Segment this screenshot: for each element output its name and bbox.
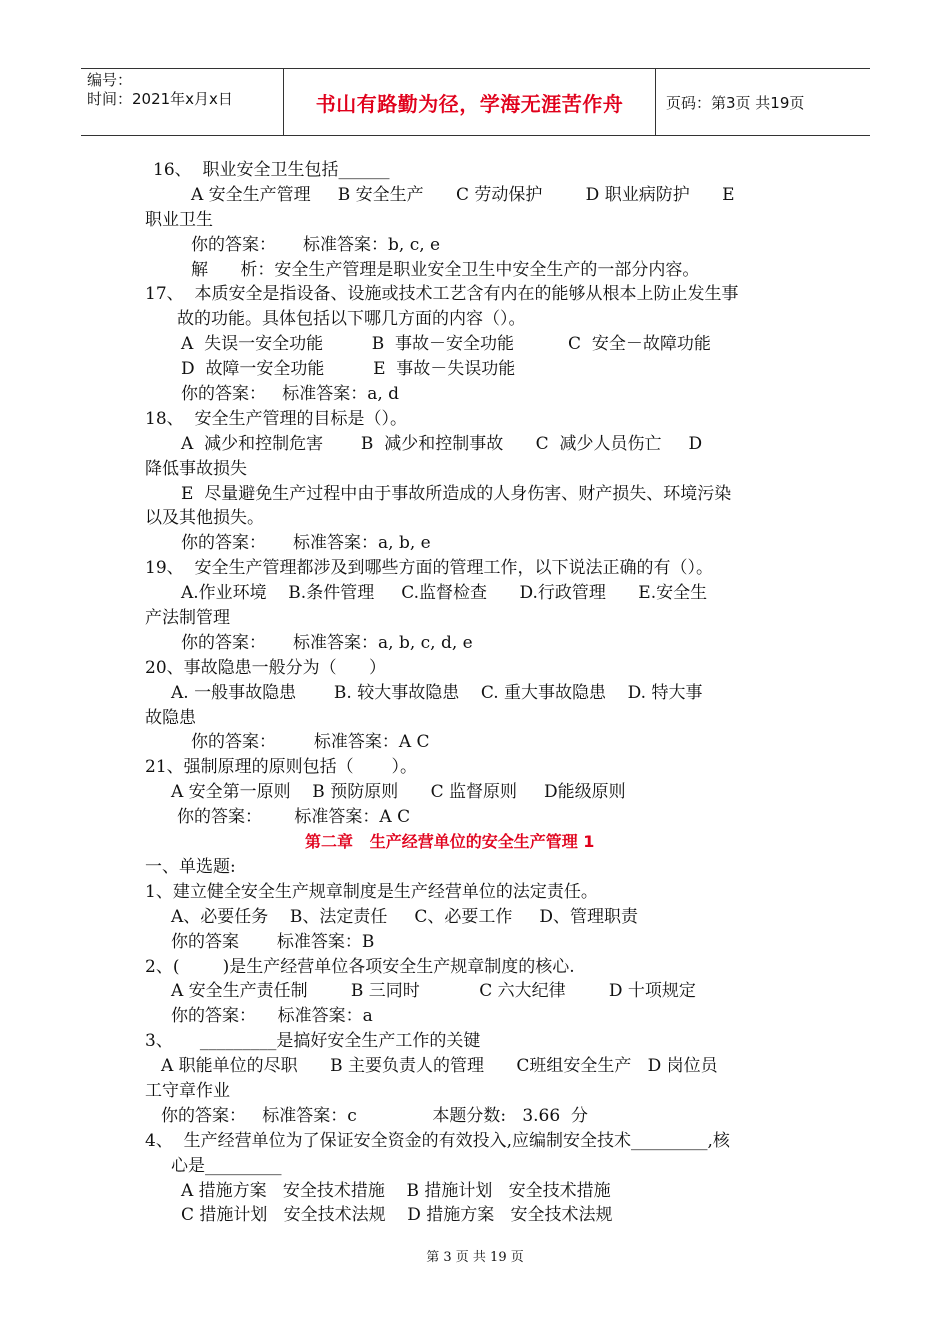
text-line: 18、 安全生产管理的目标是（）。: [145, 408, 407, 429]
text-line: A 措施方案 安全技术措施 B 措施计划 安全技术措施: [181, 1180, 611, 1201]
text-line: A 安全生产责任制 B 三同时 C 六大纪律 D 十项规定: [171, 981, 696, 1002]
text-line: A 减少和控制危害 B 减少和控制事故 C 减少人员伤亡 D: [181, 433, 703, 454]
text-line: 你的答案： 标准答案：A C: [191, 732, 430, 753]
text-line: 解 析：安全生产管理是职业安全卫生中安全生产的一部分内容。: [191, 259, 700, 280]
text-line: 21、强制原理的原则包括（ ）。: [145, 757, 417, 778]
document-body: [145, 158, 810, 1228]
header-page-label: 页码：第3页 共19页: [666, 93, 805, 112]
text-line: 你的答案： 标准答案：a: [171, 1006, 373, 1027]
text-line: A 失误一安全功能 B 事故－安全功能 C 安全－故障功能: [181, 334, 711, 355]
text-line: 3、 _________是搞好安全生产工作的关键: [145, 1031, 481, 1052]
text-line: 你的答案： 标准答案：b, c, e: [191, 234, 441, 255]
text-line: 你的答案： 标准答案：A C: [177, 807, 411, 828]
header-motto: 书山有路勤为径，学海无涯苦作舟: [315, 91, 624, 116]
footer-page-number: 第 3 页 共 19 页: [426, 1250, 524, 1265]
text-line: D 故障一安全功能 E 事故－失误功能: [181, 359, 516, 380]
text-line: 降低事故损失: [145, 458, 247, 479]
text-line: 19、 安全生产管理都涉及到哪些方面的管理工作，以下说法正确的有（）。: [145, 558, 713, 579]
text-line: 16、 职业安全卫生包括______: [153, 160, 390, 180]
text-line: 1、建立健全安全生产规章制度是生产经营单位的法定责任。: [145, 881, 598, 902]
text-line: E 尽量避免生产过程中由于事故所造成的人身伤害、财产损失、环境污染: [181, 483, 732, 504]
text-line: 工守章作业: [145, 1080, 230, 1101]
doc-number-label: 编号：: [87, 71, 133, 89]
text-line: 你的答案： 标准答案：a, d: [181, 384, 400, 405]
text-line: 心是_________: [171, 1155, 282, 1176]
text-line: A、必要任务 B、法定责任 C、必要工作 D、管理职责: [171, 906, 639, 927]
text-line: 4、 生产经营单位为了保证安全资金的有效投入,应编制安全技术_________,核: [145, 1130, 730, 1151]
text-line: C 措施计划 安全技术法规 D 措施方案 安全技术法规: [181, 1205, 613, 1226]
text-line: 以及其他损失。: [145, 508, 264, 529]
text-line: 你的答案： 标准答案：c 本题分数: 3.66 分: [161, 1105, 588, 1126]
chapter-heading: 第二章 生产经营单位的安全生产管理 1: [305, 832, 595, 852]
text-line: A.作业环境 B.条件管理 C.监督检查 D.行政管理 E.安全生: [181, 583, 708, 604]
page-header: [81, 68, 870, 136]
header-motto-cell: [284, 69, 656, 135]
text-line: 你的答案 标准答案：B: [171, 931, 375, 952]
text-line: 你的答案： 标准答案：a, b, c, d, e: [181, 632, 473, 653]
text-line: 产法制管理: [145, 608, 230, 629]
page-footer: [0, 1246, 950, 1265]
text-line: A 安全第一原则 B 预防原则 C 监督原则 D能级原则: [171, 782, 626, 803]
header-page-cell: [656, 69, 870, 135]
text-line: A 安全生产管理 B 安全生产 C 劳动保护 D 职业病防护 E: [191, 184, 735, 205]
time-label: 时间：2021年x月x日: [87, 90, 233, 108]
text-line: 故隐患: [145, 707, 196, 728]
text-line: 你的答案： 标准答案：a, b, e: [181, 533, 431, 554]
text-line: 17、 本质安全是指设备、设施或技术工艺含有内在的能够从根本上防止发生事: [145, 284, 739, 305]
text-line: 2、( )是生产经营单位各项安全生产规章制度的核心.: [145, 956, 575, 977]
text-line: 20、事故隐患一般分为（ ）: [145, 657, 387, 678]
text-line: 一、单选题:: [145, 856, 236, 877]
text-line: 职业卫生: [145, 209, 213, 230]
text-line: 故的功能。具体包括以下哪几方面的内容（）。: [177, 309, 526, 330]
header-meta: [81, 69, 284, 135]
text-line: A. 一般事故隐患 B. 较大事故隐患 C. 重大事故隐患 D. 特大事: [171, 682, 703, 703]
text-line: A 职能单位的尽职 B 主要负责人的管理 C班组安全生产 D 岗位员: [161, 1056, 718, 1077]
